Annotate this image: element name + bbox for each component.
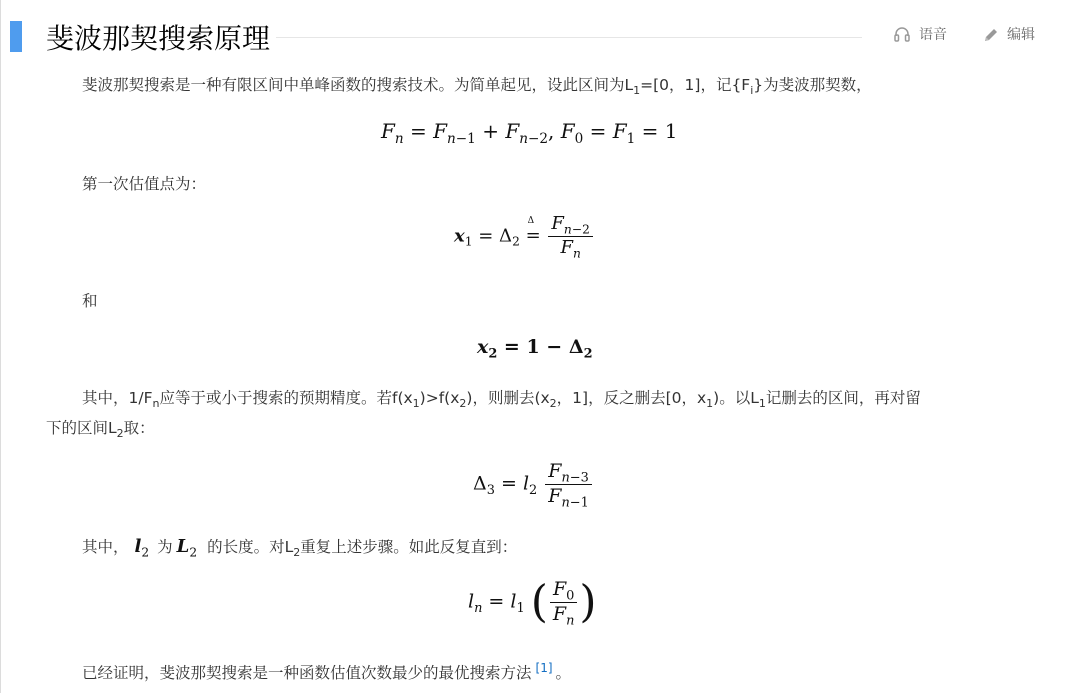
subscript: 1 — [633, 84, 641, 97]
text-run: 其中， — [82, 538, 129, 556]
reference-link[interactable]: [1] — [535, 661, 553, 675]
title-divider — [276, 37, 862, 38]
text-run: 其中，1/F — [82, 389, 153, 407]
text-run: ，1]，反之删去[0，x — [556, 389, 707, 407]
text-run: 。 — [555, 664, 572, 682]
math-L2: $L_2$ — [176, 536, 198, 560]
subscript: 2 — [293, 546, 301, 559]
voice-button[interactable] — [893, 25, 947, 45]
subscript: 2 — [549, 397, 557, 410]
text-run: 已经证明，斐波那契搜索是一种函数估值次数最少的最优搜索方法 — [82, 664, 532, 682]
page-title: 斐波那契搜索原理 — [46, 22, 271, 55]
paragraph-conclusion — [82, 656, 571, 685]
paragraph-first-point: 第一次估值点为： — [82, 175, 207, 193]
subscript: 2 — [459, 397, 467, 410]
paragraph-and: 和 — [82, 292, 98, 310]
text-run: =[0，1]，记{F — [640, 76, 751, 94]
subscript: 1 — [758, 397, 766, 410]
subscript: 1 — [706, 397, 714, 410]
text-run: 重复上述步骤。如此反复直到： — [300, 538, 518, 556]
text-run: 下的区间L — [46, 419, 117, 437]
paragraph-length — [82, 535, 517, 559]
formula-x2: $x_2 = 1 - \Delta_2$ — [477, 336, 593, 362]
text-run: )。以L — [713, 389, 759, 407]
paragraph-intro — [82, 73, 872, 97]
text-run: )>f(x — [419, 389, 460, 407]
math-l2: $l_2$ — [134, 536, 150, 560]
headphones-icon — [893, 25, 911, 43]
text-run: }为斐波那契数， — [753, 76, 872, 94]
subscript: 2 — [116, 427, 124, 440]
title-accent-bar — [10, 21, 22, 52]
edit-label: 编辑 — [1007, 27, 1035, 43]
text-run: 斐波那契搜索是一种有限区间中单峰函数的搜索技术。为简单起见，设此区间为L — [82, 76, 634, 94]
text-run: 为 — [157, 538, 173, 556]
text-run: 取： — [123, 419, 155, 437]
formula-x1: $x_1 = \Delta_2$ = Δ $\frac{F_{n-2}}{F_n}$ — [454, 215, 595, 258]
formula-fibonacci-recurrence: $F_n = F_{n-1} + F_{n-2}$, $F_0 = F_1 = 1$ — [381, 119, 678, 147]
voice-label: 语音 — [919, 27, 947, 43]
text-run: 应等于或小于搜索的预期精度。若f(x — [159, 389, 413, 407]
paragraph-precision — [82, 386, 921, 410]
text-run: 的长度。对L — [207, 538, 294, 556]
formula-delta3: $\Delta_3 = l_2$ $\frac{F_{n-3}}{F_{n-1}}$ — [473, 462, 594, 507]
edit-button[interactable] — [983, 25, 1035, 45]
text-run: 记删去的区间，再对留 — [765, 389, 921, 407]
subscript: n — [152, 397, 160, 410]
formula-ln: $l_n = l_1$ ( $\frac{F_0}{F_n}$ ) — [468, 576, 597, 629]
paragraph-precision-cont — [46, 416, 155, 440]
pencil-icon — [983, 27, 999, 43]
text-run: )，则删去(x — [466, 389, 550, 407]
left-border — [0, 0, 1, 693]
subscript: 1 — [412, 397, 420, 410]
subscript: i — [750, 84, 754, 97]
